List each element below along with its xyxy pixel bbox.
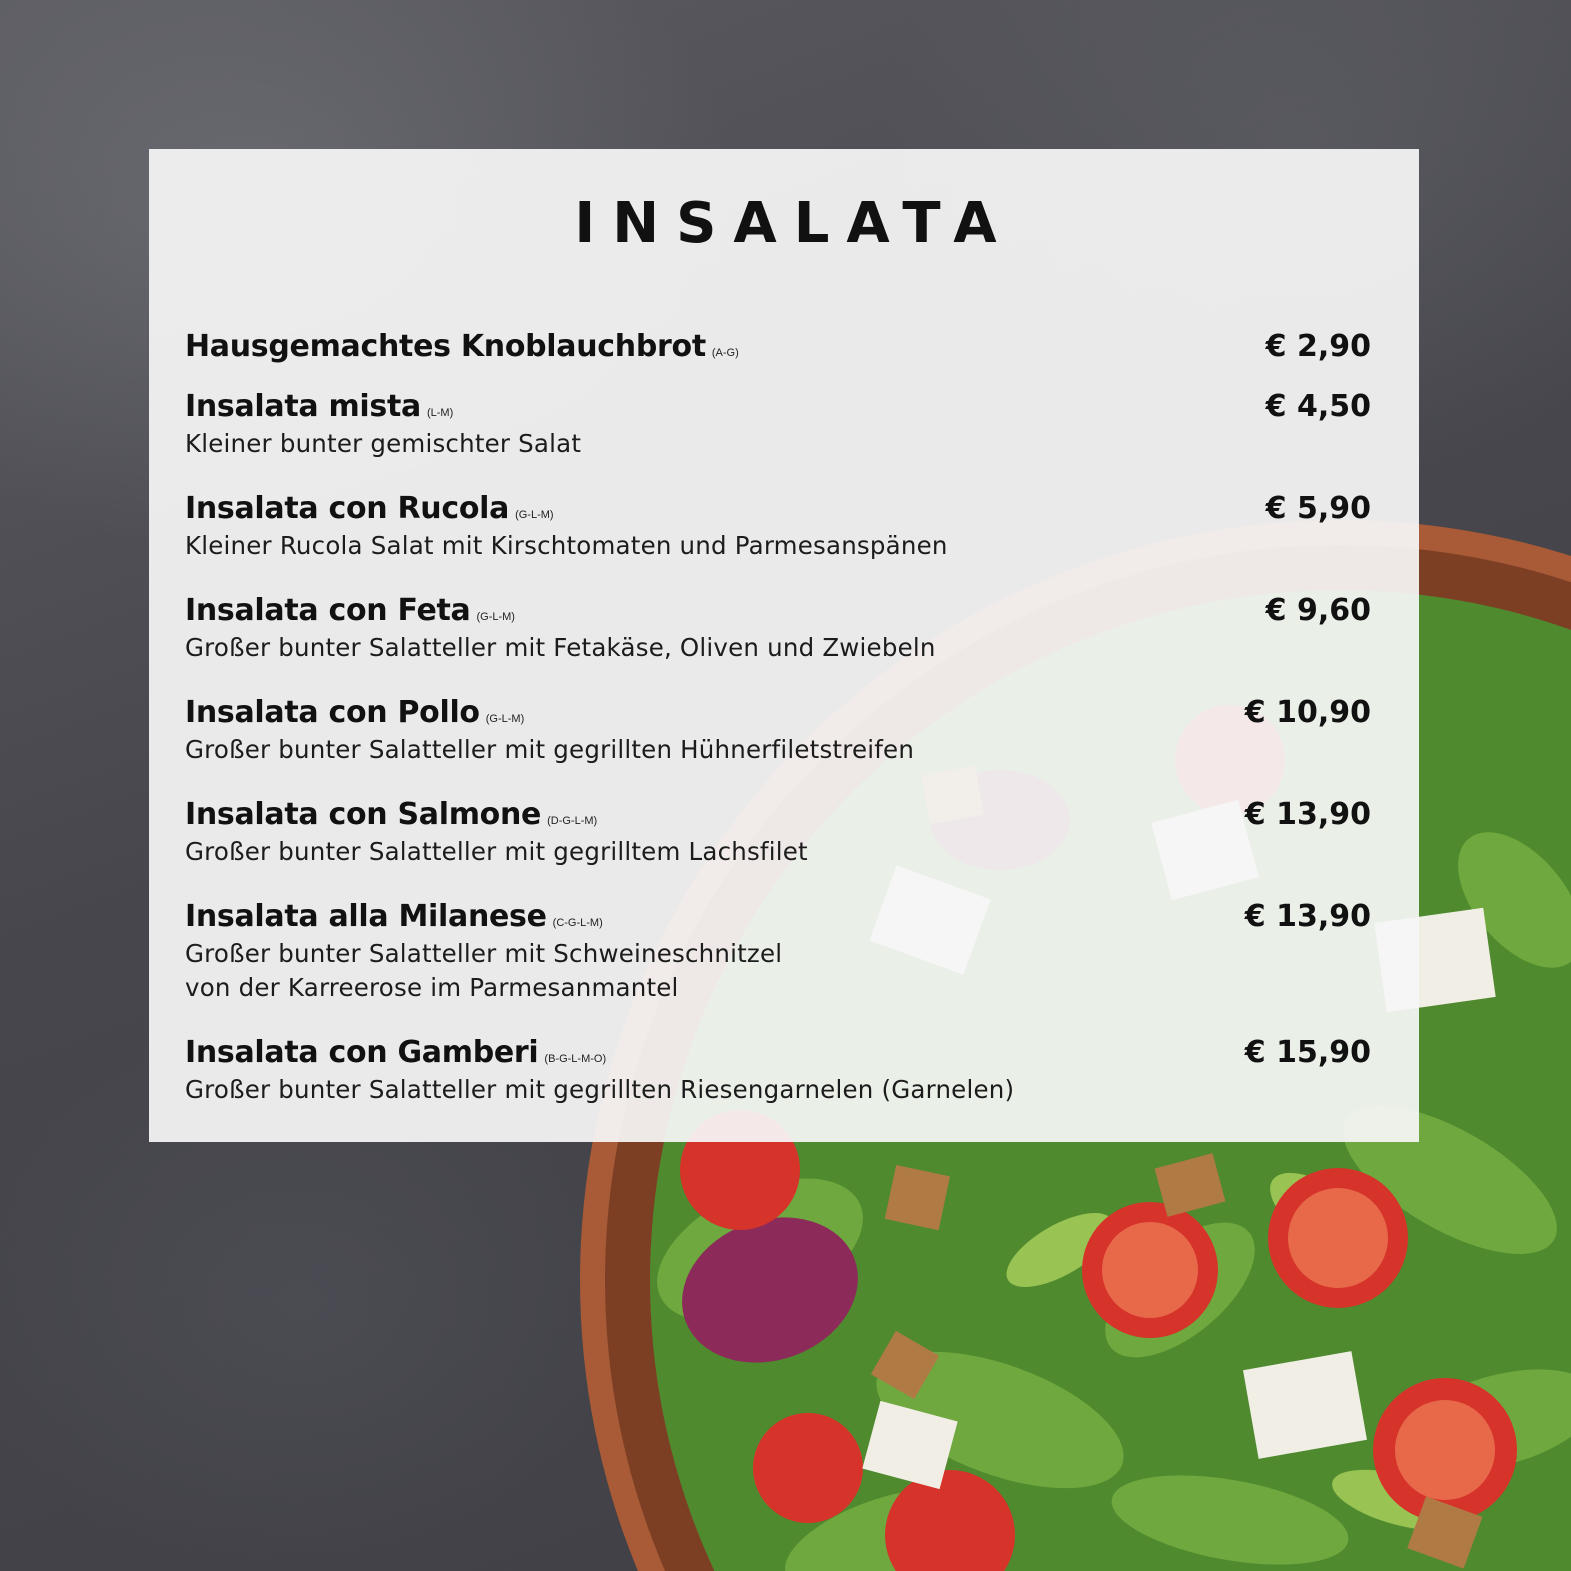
menu-item-description: Großer bunter Salatteller mit gegrillten Hühnerfiletstreifen bbox=[185, 735, 915, 764]
menu-item bbox=[185, 693, 1371, 767]
menu-item-price: € 2,90 bbox=[1265, 329, 1371, 364]
menu-item-name: Insalata alla Milanese bbox=[185, 899, 547, 934]
menu-item bbox=[185, 327, 1371, 367]
menu-item-description: Kleiner bunter gemischter Salat bbox=[185, 429, 582, 458]
menu-item-header bbox=[185, 591, 1371, 631]
menu-item-description: Großer bunter Salatteller mit Fetakäse, Oliven und Zwiebeln bbox=[185, 633, 936, 662]
menu-item-allergens: (L-M) bbox=[426, 407, 454, 419]
menu-item-header bbox=[185, 489, 1371, 529]
menu-item bbox=[185, 1033, 1371, 1107]
menu-item-price: € 13,90 bbox=[1244, 797, 1371, 832]
menu-item bbox=[185, 489, 1371, 563]
menu-item-price: € 4,50 bbox=[1265, 389, 1371, 424]
menu-item-name: Insalata con Pollo bbox=[185, 695, 480, 730]
menu-item-name: Insalata con Feta bbox=[185, 593, 471, 628]
menu-item-description: Kleiner Rucola Salat mit Kirschtomaten und Parmesanspänen bbox=[185, 531, 948, 560]
menu-item-header bbox=[185, 1033, 1371, 1073]
menu-item-name: Insalata mista bbox=[185, 389, 421, 424]
menu-item-name: Insalata con Salmone bbox=[185, 797, 542, 832]
menu-item-allergens: (B-G-L-M-O) bbox=[544, 1053, 607, 1065]
menu-item bbox=[185, 387, 1371, 461]
menu-item-header bbox=[185, 897, 1371, 937]
menu-item-description-line2: von der Karreerose im Parmesanmantel bbox=[185, 973, 679, 1002]
menu-item-allergens: (C-G-L-M) bbox=[552, 917, 603, 929]
menu-item-name: Insalata con Gamberi bbox=[185, 1035, 539, 1070]
menu-item-price: € 15,90 bbox=[1244, 1035, 1371, 1070]
menu-item-name: Hausgemachtes Knoblauchbrot bbox=[185, 329, 706, 364]
menu-item-name: Insalata con Rucola bbox=[185, 491, 510, 526]
menu-item-description: Großer bunter Salatteller mit gegrilltem Lachsfilet bbox=[185, 837, 808, 866]
menu-item-allergens: (D-G-L-M) bbox=[547, 815, 598, 827]
menu-item-header bbox=[185, 387, 1371, 427]
menu-item-description: Großer bunter Salatteller mit Schweineschnitzel bbox=[185, 939, 783, 968]
menu-item bbox=[185, 591, 1371, 665]
menu-item-header bbox=[185, 693, 1371, 733]
menu-item-price: € 10,90 bbox=[1244, 695, 1371, 730]
menu-item-allergens: (G-L-M) bbox=[515, 509, 554, 521]
menu-item-header bbox=[185, 795, 1371, 835]
menu-item-allergens: (G-L-M) bbox=[476, 611, 515, 623]
menu-title: INSALATA bbox=[574, 191, 1014, 256]
menu-item bbox=[185, 897, 1371, 1005]
menu-item-allergens: (G-L-M) bbox=[485, 713, 525, 725]
menu-item-price: € 13,90 bbox=[1244, 899, 1371, 934]
menu-item bbox=[185, 795, 1371, 869]
menu-item-price: € 5,90 bbox=[1265, 491, 1371, 526]
menu-item-price: € 9,60 bbox=[1265, 593, 1371, 628]
menu-item-allergens: (A-G) bbox=[711, 347, 739, 359]
menu-item-header bbox=[185, 327, 1371, 367]
menu-item-description: Großer bunter Salatteller mit gegrillten Riesengarnelen (Garnelen) bbox=[185, 1075, 1015, 1104]
